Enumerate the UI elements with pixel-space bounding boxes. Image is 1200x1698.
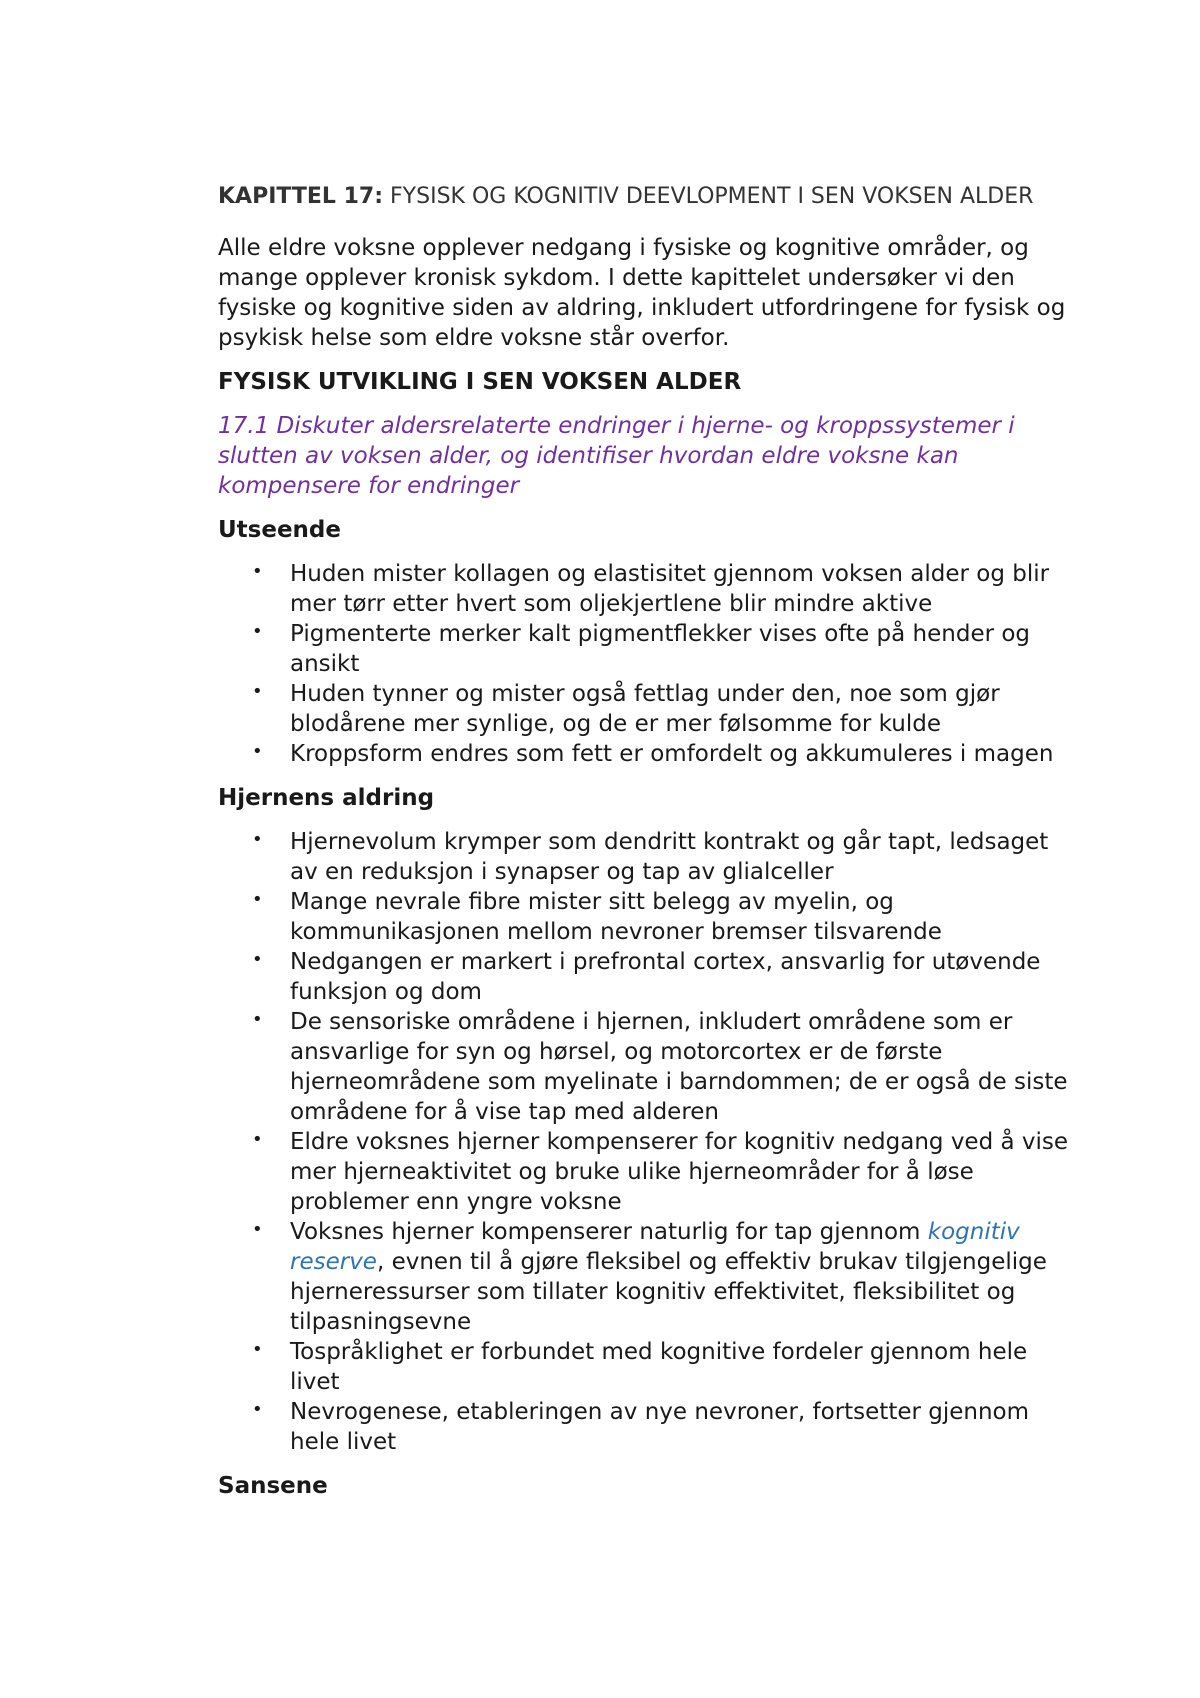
list-item bbox=[218, 1217, 1078, 1337]
bullet-icon: • bbox=[252, 829, 263, 850]
list-item bbox=[218, 619, 1078, 679]
bullet-icon: • bbox=[252, 1219, 263, 1240]
list-item-text: Pigmenterte merker kalt pigmentflekker vises ofte på hender og ansikt bbox=[290, 621, 1031, 677]
list-item bbox=[218, 739, 1078, 769]
senses-heading: Sansene bbox=[218, 1473, 328, 1499]
list-item-text: Tospråklighet er forbundet med kognitive fordeler gjennom hele livet bbox=[290, 1339, 1028, 1395]
bullet-icon: • bbox=[252, 1339, 263, 1360]
chapter-label: KAPITTEL 17: bbox=[218, 184, 384, 209]
bullet-icon: • bbox=[252, 889, 263, 910]
list-item-text: Nedgangen er markert i prefrontal cortex, ansvarlig for utøvende funksjon og dom bbox=[290, 949, 1041, 1005]
brain-aging-heading: Hjernens aldring bbox=[218, 785, 435, 811]
bullet-icon: • bbox=[252, 741, 263, 762]
list-item bbox=[218, 947, 1078, 1007]
list-item bbox=[218, 1397, 1078, 1457]
bullet-icon: • bbox=[252, 949, 263, 970]
chapter-title bbox=[218, 182, 1078, 211]
list-item bbox=[218, 1337, 1078, 1397]
bullet-icon: • bbox=[252, 1129, 263, 1150]
list-item bbox=[218, 1127, 1078, 1217]
list-item bbox=[218, 827, 1078, 887]
list-item bbox=[218, 1007, 1078, 1127]
appearance-list bbox=[218, 559, 1078, 769]
list-item-text: Huden tynner og mister også fettlag under den, noe som gjør blodårene mer synlige, og de er mer følsomme for kulde bbox=[290, 681, 1000, 737]
bullet-icon: • bbox=[252, 681, 263, 702]
appearance-heading: Utseende bbox=[218, 517, 341, 543]
chapter-title-text: FYSISK OG KOGNITIV DEEVLOPMENT I SEN VOKSEN ALDER bbox=[390, 184, 1034, 209]
document-page bbox=[218, 182, 1078, 1515]
list-item bbox=[218, 559, 1078, 619]
intro-paragraph: Alle eldre voksne opplever nedgang i fysiske og kognitive områder, og mange opplever kronisk sykdom. I dette kapittelet undersøker vi den fysiske og kognitive siden av aldring, inkludert utfordringene for fysisk og psykisk helse som eldre voksne står overfor. bbox=[218, 235, 1066, 351]
brain-aging-list bbox=[218, 827, 1078, 1457]
list-item-text: Eldre voksnes hjerner kompenserer for kognitiv nedgang ved å vise mer hjerneaktivitet og bruke ulike hjerneområder for å løse problemer enn yngre voksne bbox=[290, 1129, 1069, 1215]
bullet-icon: • bbox=[252, 1399, 263, 1420]
list-item bbox=[218, 887, 1078, 947]
bullet-icon: • bbox=[252, 621, 263, 642]
section-heading: FYSISK UTVIKLING I SEN VOKSEN ALDER bbox=[218, 369, 742, 395]
list-item-text: De sensoriske områdene i hjernen, inkludert områdene som er ansvarlige for syn og hørsel, og motorcortex er de første hjerneområdene som myelinate i barndommen; de er også de siste områdene for å vise tap med alderen bbox=[290, 1009, 1068, 1125]
list-item-text: Huden mister kollagen og elastisitet gjennom voksen alder og blir mer tørr etter hvert som oljekjertlene blir mindre aktive bbox=[290, 561, 1050, 617]
bullet-icon: • bbox=[252, 561, 263, 582]
bullet-icon: • bbox=[252, 1009, 263, 1030]
list-item bbox=[218, 679, 1078, 739]
list-item-text: Kroppsform endres som fett er omfordelt og akkumuleres i magen bbox=[290, 741, 1054, 767]
learning-objective: 17.1 Diskuter aldersrelaterte endringer i hjerne- og kroppssystemer i slutten av voksen alder, og identifiser hvordan eldre voksne kan kompensere for endringer bbox=[218, 413, 1015, 499]
list-item-text: Hjernevolum krymper som dendritt kontrakt og går tapt, ledsaget av en reduksjon i synapser og tap av glialceller bbox=[290, 829, 1049, 885]
list-item-text-before: Voksnes hjerner kompenserer naturlig for tap gjennom bbox=[290, 1219, 928, 1245]
list-item-text: Nevrogenese, etableringen av nye nevroner, fortsetter gjennom hele livet bbox=[290, 1399, 1030, 1455]
list-item-text-after: , evnen til å gjøre fleksibel og effektiv brukav tilgjengelige hjerneressurser som tillater kognitiv effektivitet, fleksibilitet og tilpasningsevne bbox=[290, 1249, 1047, 1335]
cognitive-reserve-term: kognitiv reserve bbox=[290, 1219, 1020, 1275]
list-item-text: Mange nevrale fibre mister sitt belegg av myelin, og kommunikasjonen mellom nevroner bremser tilsvarende bbox=[290, 889, 942, 945]
